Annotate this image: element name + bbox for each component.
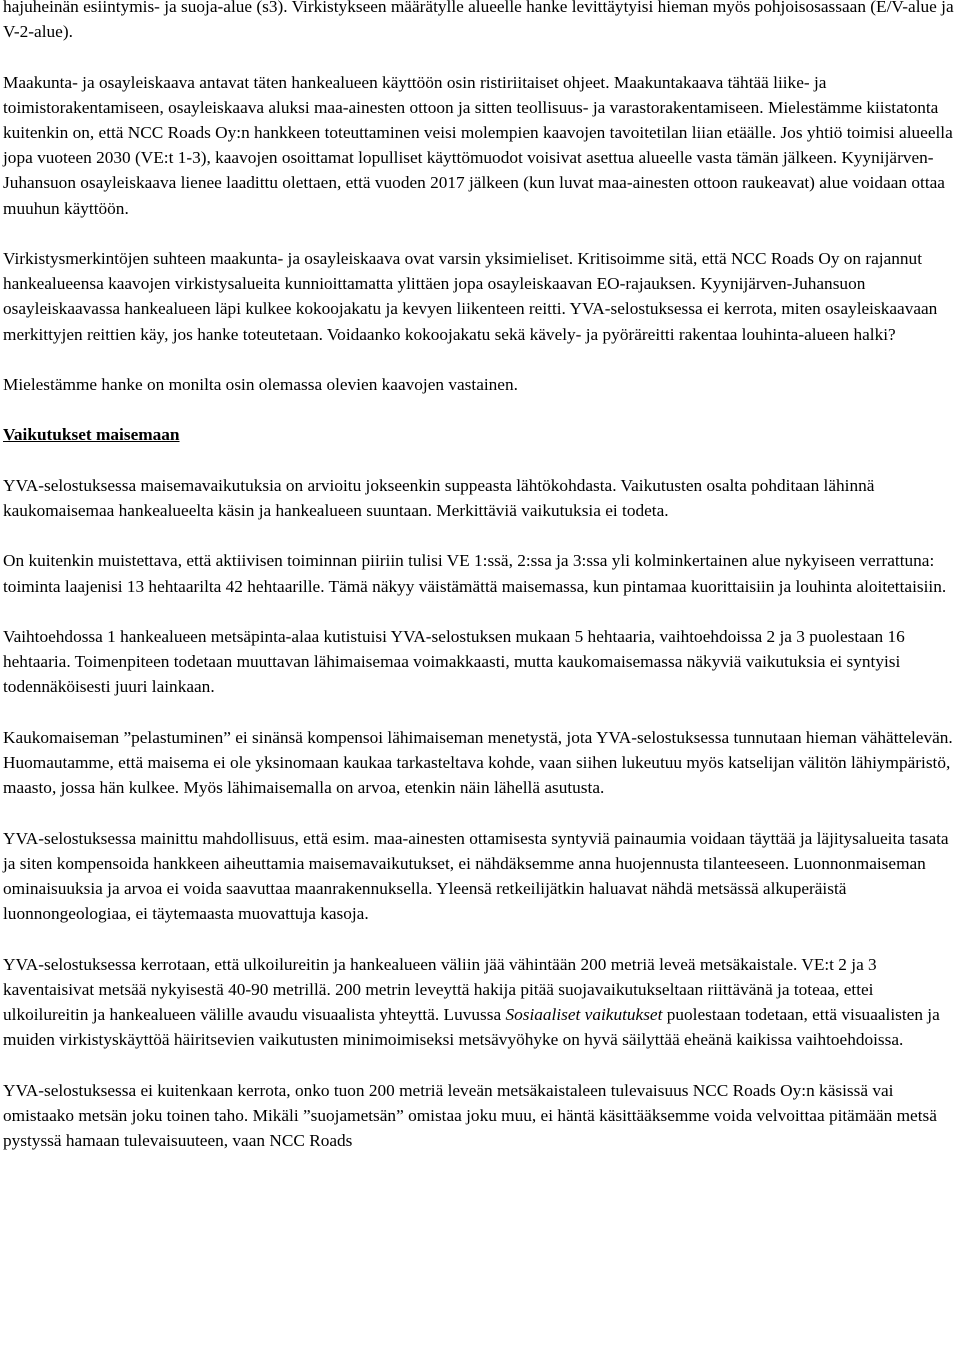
paragraph-conclusion-zoning: Mielestämme hanke on monilta osin olemassa olevien kaavojen vastainen. — [3, 375, 518, 394]
paragraph-activity-area: On kuitenkin muistettava, että aktiivisen toiminnan piiriin tulisi VE 1:ssä, 2:ssa ja 3:ssa yli kolminkertainen alue nykyiseen verrattuna: toiminta laajenisi 13 hehtaarilta 42 hehtaarille. Tämä näkyy väistämättä maisemassa, kun pintamaa kuorittaisiin ja louhinta aloitettaisiin. — [3, 551, 947, 596]
paragraph-forest-strip — [3, 952, 957, 1053]
forest-strip-text-b: puolestaan todetaan, että visuaalisten ja muiden virkistyskäyttöä häiritsevien vaikutusten minimoimiseksi metsävyöhyke on hyvä säilyttää eheänä kaikissa vaihtoehdoissa. — [3, 1004, 940, 1050]
paragraph-zoning-plans: Maakunta- ja osayleiskaava antavat täten hankealueen käyttöön osin ristiriitaiset ohjeet. Maakuntakaava tähtää liike- ja toimistorakentamiseen, osayleiskaava aluksi maa-ainesten ottoon ja sitten teollisuus- ja varastorakentamiseen. Mielestämme kiistatonta kuitenkin on, että NCC Roads Oy:n hankkeen toteuttaminen veisi molempien kaavojen tavoitetilan liian etäälle. Jos yhtiö toimisi alueella jopa vuoteen 2030 (VE:t 1-3), kaavojen osoittamat lopulliset käyttömuodot voisivat asettua alueelle vasta tämän jälkeen. Kyynijärven-Juhansuon osayleiskaava lienee laadittu olettaen, että vuoden 2017 jälkeen (kun luvat maa-ainesten ottoon raukeavat) alue voidaan ottaa muuhun käyttöön. — [3, 72, 953, 218]
paragraph-recreation-markings: Virkistysmerkintöjen suhteen maakunta- ja osayleiskaava ovat varsin yksimieliset. Kritisoimme sitä, että NCC Roads Oy on rajannut hankealueensa kaavojen virkistysalueita kunnioittamatta ylittäen jopa osayleiskaavan EO-rajauksen. Kyynijärven-Juhansuon osayleiskaavassa hankealueen läpi kulkee kokoojakatu ja kevyen liikenteen reitti. YVA-selostuksessa ei kerrota, miten osayleiskaavaan merkittyjen reittien käy, jos hanke toteutetaan. Voidaanko kokoojakatu sekä kävely- ja pyöräreitti rakentaa louhinta-alueen halki? — [3, 249, 938, 344]
chapter-reference: Sosiaaliset vaikutukset — [505, 1004, 663, 1024]
paragraph-landscape-assessment: YVA-selostuksessa maisemavaikutuksia on arvioitu jokseenkin suppeasta lähtökohdasta. Vaikutusten osalta pohditaan lähinnä kaukomaisemaa hankealueelta käsin ja hankealueen suuntaan. Merkittäviä vaikutuksia ei todeta. — [3, 475, 875, 520]
paragraph-distant-landscape: Kaukomaiseman ”pelastuminen” ei sinänsä kompensoi lähimaiseman menetystä, jota YVA-selostuksessa tunnutaan hieman vähättelevän. Huomautamme, että maisema ei ole yksinomaan kaukaa tarkasteltava kohde, vaan siihen lukeutuu myös katselijan välitön lähiympäristö, maasto, jossa hän kulkee. Myös lähimaisemalla on arvoa, etenkin näin lähellä asutusta. — [3, 727, 953, 798]
section-heading-landscape: Vaikutukset maisemaan — [3, 425, 180, 445]
paragraph-recreation-area: hajuheinän esiintymis- ja suoja-alue (s3). Virkistykseen määrätylle alueelle hanke levittäytyisi hieman myös pohjoisosassaan (E/V-alue ja V-2-alue). — [3, 0, 954, 42]
paragraph-forest-ownership: YVA-selostuksessa ei kuitenkaan kerrota, onko tuon 200 metriä leveän metsäkaistaleen tulevaisuus NCC Roads Oy:n käsissä vai omistaako metsän joku toinen taho. Mikäli ”suojametsän” omistaa joku muu, ei häntä käsittääksemme voida velvoittaa pitämään metsä pystyssä hamaan tulevaisuuteen, vaan NCC Roads — [3, 1080, 937, 1150]
paragraph-forest-area: Vaihtoehdossa 1 hankealueen metsäpinta-alaa kutistuisi YVA-selostuksen mukaan 5 hehtaaria, vaihtoehdoissa 2 ja 3 puolestaan 16 hehtaaria. Toimenpiteen todetaan muuttavan lähimaisemaa voimakkaasti, mutta kaukomaisemassa näkyviä vaikutuksia ei syntyisi todennäköisesti juuri lainkaan. — [3, 626, 905, 697]
forest-strip-text-a: YVA-selostuksessa kerrotaan, että ulkoilureitin ja hankealueen väliin jää vähintään 200 metriä leveä metsäkaistale. VE:t 2 ja 3 kaventaisivat metsää nykyisestä 40-90 metrillä. 200 metrin leveyttä hakija pitää suojavaikutukseltaan riittävänä ja toteaa, ettei ulkoilureitin ja hankealueen välille avaudu visuaalista yhteyttä. Luvussa — [3, 954, 877, 1024]
paragraph-compensation: YVA-selostuksessa mainittu mahdollisuus, että esim. maa-ainesten ottamisesta syntyviä painaumia voidaan täyttää ja läjitysalueita tasata ja siten kompensoida hankkeen aiheuttamia maisemavaikutukset, ei nähdäksemme anna huojennusta tilanteeseen. Luonnonmaiseman ominaisuuksia ja arvoa ei voida saavuttaa maanrakennuksella. Yleensä retkeilijätkin haluavat nähdä metsässä alkuperäistä luonnongeologiaa, ei täytemaasta muovattuja kasoja. — [3, 828, 949, 924]
